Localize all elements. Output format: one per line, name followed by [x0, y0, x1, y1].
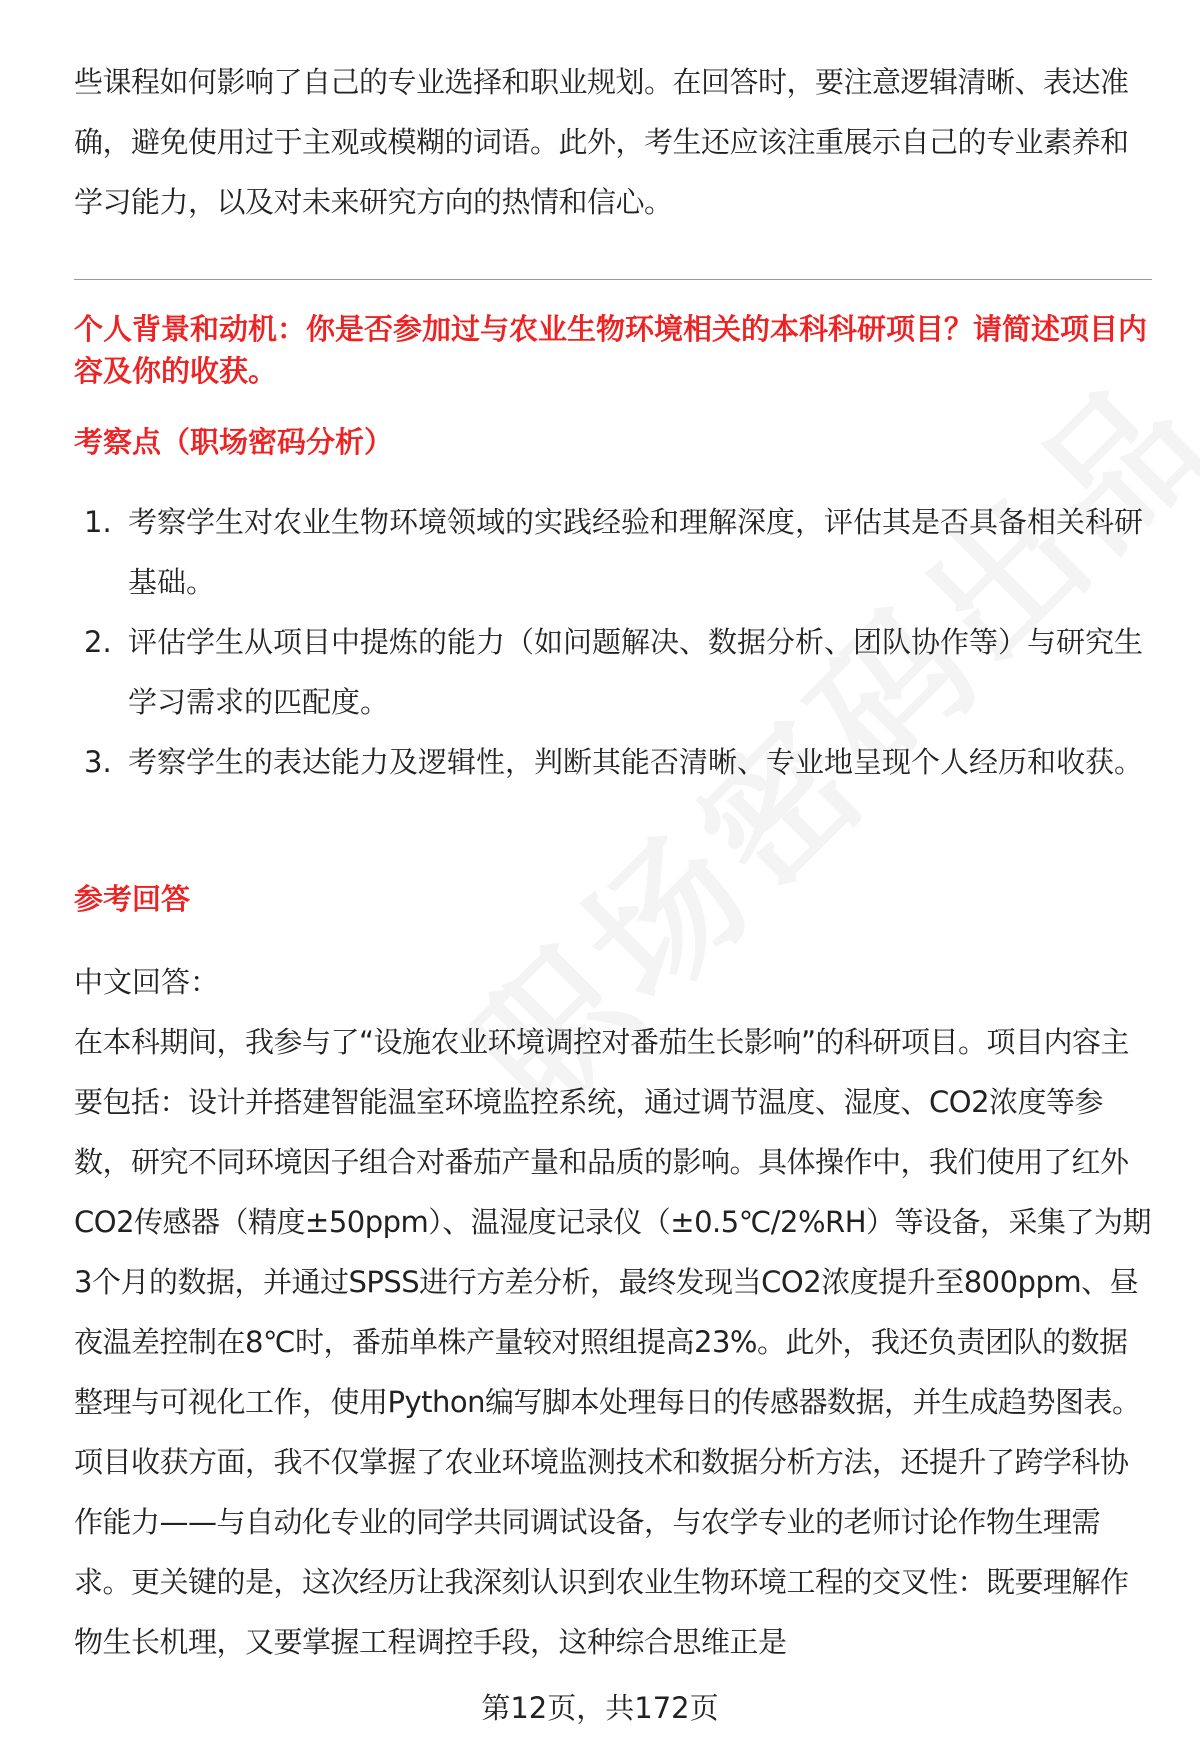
focus-point [74, 732, 1152, 792]
focus-point-number: 1. [84, 505, 112, 539]
question-heading: 个人背景和动机：你是否参加过与农业生物环境相关的本科科研项目？请简述项目内容及你的收获。 [74, 312, 1148, 388]
intro-paragraph: 些课程如何影响了自己的专业选择和职业规划。在回答时，要注意逻辑清晰、表达准确，避免使用过于主观或模糊的词语。此外，考生还应该注重展示自己的专业素养和学习能力，以及对未来研究方向的热情和信心。 [74, 65, 1129, 219]
answer-label: 中文回答： [74, 965, 220, 999]
focus-point [74, 492, 1152, 612]
section-divider [74, 279, 1152, 280]
focus-points-list [74, 492, 1152, 792]
focus-point-number: 2. [84, 625, 112, 659]
focus-point [74, 612, 1152, 732]
answer-heading: 参考回答 [74, 882, 191, 916]
focus-point-text: 评估学生从项目中提炼的能力（如问题解决、数据分析、团队协作等）与研究生学习需求的匹配度。 [128, 625, 1144, 719]
focus-point-text: 考察学生的表达能力及逻辑性，判断其能否清晰、专业地呈现个人经历和收获。 [128, 745, 1144, 779]
answer-paragraph: 在本科期间，我参与了“设施农业环境调控对番茄生长影响”的科研项目。项目内容主要包括：设计并搭建智能温室环境监控系统，通过调节温度、湿度、CO2浓度等参数，研究不同环境因子组合对番茄产量和品质的影响。具体操作中，我们使用了红外CO2传感器（精度±50ppm）、温湿度记录仪（±0.5℃/2%RH）等设备，采集了为期3个月的数据，并通过SPSS进行方差分析，最终发现当CO2浓度提升至800ppm、昼夜温差控制在8℃时，番茄单株产量较对照组提高23%。此外，我还负责团队的数据整理与可视化工作，使用Python编写脚本处理每日的传感器数据，并生成趋势图表。项目收获方面，我不仅掌握了农业环境监测技术和数据分析方法，还提升了跨学科协作能力——与自动化专业的同学共同调试设备，与农学专业的老师讨论作物生理需求。更关键的是，这次经历让我深刻认识到农业生物环境工程的交叉性：既要理解作物生长机理，又要掌握工程调控手段，这种综合思维正是 [74, 1025, 1152, 1659]
focus-point-number: 3. [84, 745, 112, 779]
focus-point-text: 考察学生对农业生物环境领域的实践经验和理解深度，评估其是否具备相关科研基础。 [128, 505, 1144, 599]
page-number-footer: 第12页，共172页 [481, 1691, 719, 1725]
focus-heading: 考察点（职场密码分析） [74, 425, 394, 459]
